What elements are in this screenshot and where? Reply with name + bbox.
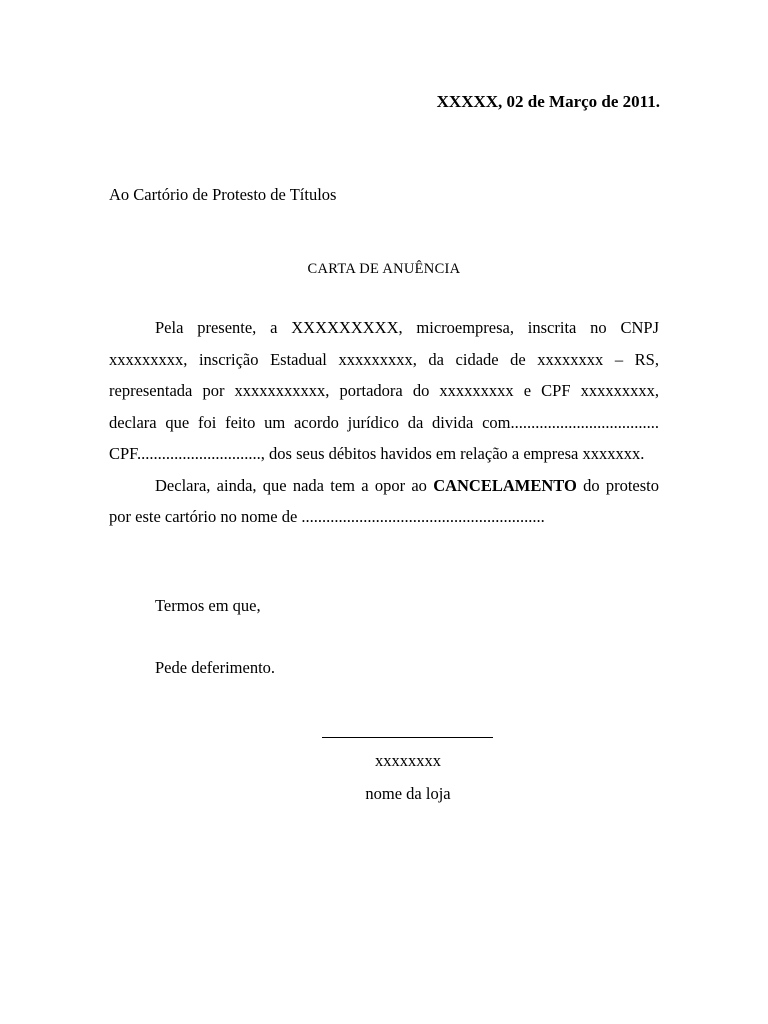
paragraph-declaration: Pela presente, a XXXXXXXXX, microempresa, inscrita no CNPJ xxxxxxxxx, inscrição Estadual xxxxxxxxx, da cidade de xxxxxxxx – RS, representada por xxxxxxxxxxx, portadora do xxxxxxxxx e CPF xxxxxxxxx, declara que foi feito um acordo jurídico da divida com.................................... CPF.............................., dos seus débitos havidos em relação a empresa xxxxxxx. [109, 318, 659, 463]
date-line: XXXXX, 02 de Março de 2011. [436, 92, 660, 111]
paragraph-cancellation-after: do protesto por este cartório no nome de ........................................................... [109, 475, 659, 526]
paragraph-cancellation-before: Declara, ainda, que nada tem a opor ao [155, 475, 434, 495]
signature-name: xxxxxxxx [375, 751, 441, 770]
addressee: Ao Cartório de Protesto de Títulos [109, 185, 337, 204]
paragraph-cancellation [109, 470, 659, 533]
letter-title: CARTA DE ANUÊNCIA [307, 261, 461, 277]
signature-store: nome da loja [365, 784, 451, 803]
closing-terms: Termos em que, [155, 596, 261, 615]
closing-request: Pede deferimento. [155, 658, 276, 677]
cancellation-emphasis: CANCELAMENTO [433, 475, 577, 495]
signature-line [322, 737, 493, 738]
letter-body [109, 312, 659, 533]
